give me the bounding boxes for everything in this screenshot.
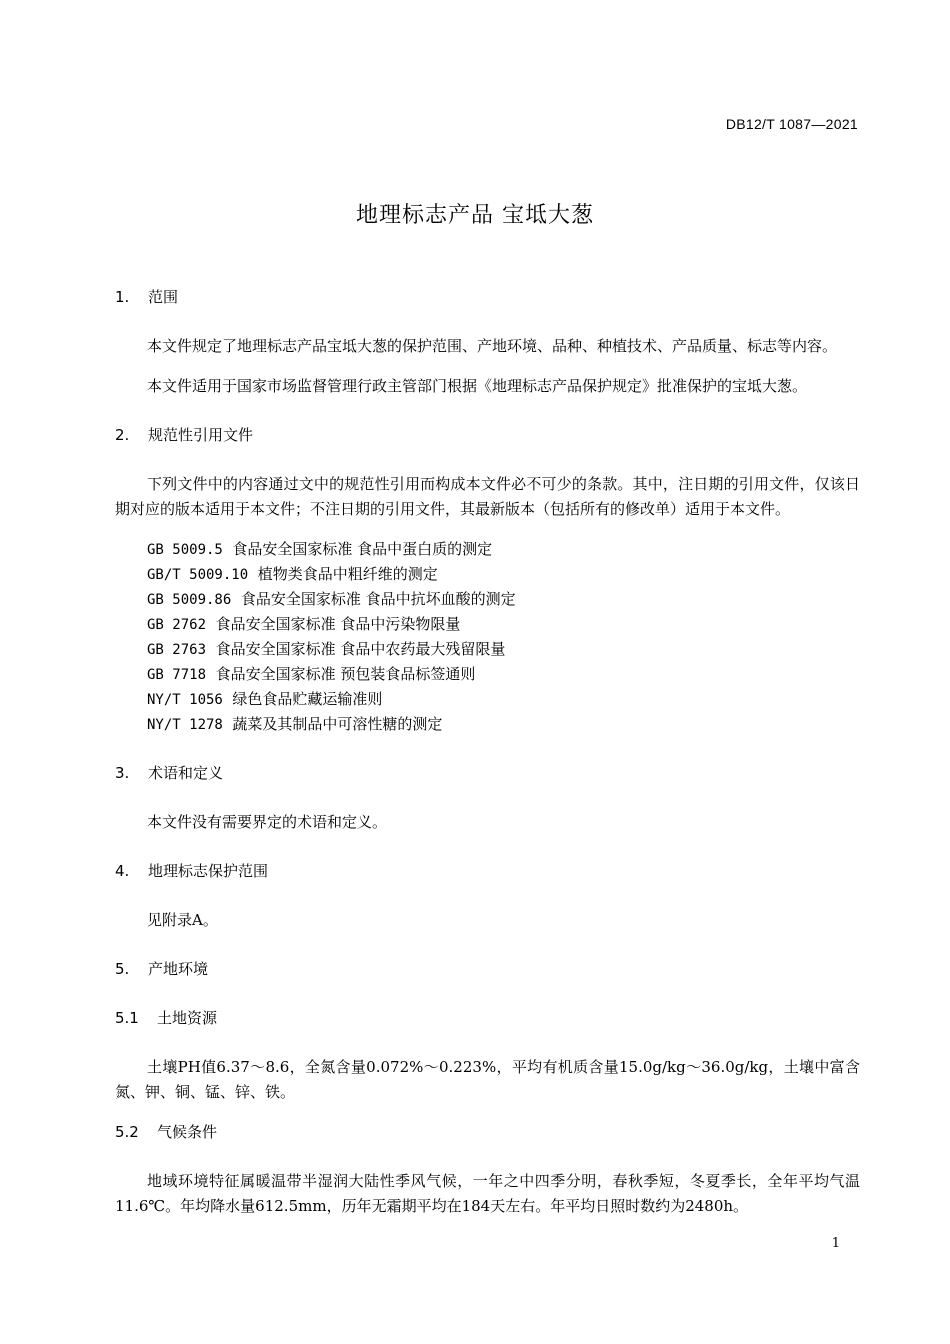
reference-item [115, 537, 860, 562]
section-1-heading [115, 285, 860, 310]
reference-title: 食品安全国家标准 食品中抗坏血酸的测定 [240, 590, 516, 608]
reference-title: 食品安全国家标准 食品中蛋白质的测定 [232, 540, 493, 558]
section-3-heading [115, 761, 860, 786]
reference-code: GB/T 5009.10 [147, 567, 249, 583]
reference-code: GB 5009.86 [147, 592, 232, 608]
document-title: 地理标志产品 宝坻大葱 [356, 203, 594, 228]
document-code: DB12/T 1087—2021 [725, 116, 858, 132]
reference-title: 绿色食品贮藏运输准则 [232, 690, 383, 708]
section-title: 产地环境 [148, 960, 209, 978]
reference-item [115, 662, 860, 687]
reference-code: GB 7718 [147, 667, 207, 683]
section-number: 5. [115, 960, 130, 978]
section-4-heading [115, 859, 860, 884]
section-number: 2. [115, 426, 130, 444]
reference-title: 食品安全国家标准 食品中农药最大残留限量 [215, 640, 506, 658]
reference-item [115, 712, 860, 737]
section-2-heading [115, 423, 860, 448]
subsection-number: 5.1 [115, 1009, 139, 1027]
reference-item [115, 637, 860, 662]
reference-code: NY/T 1056 [147, 692, 223, 708]
reference-item [115, 562, 860, 587]
subsection-5-1-heading [115, 1006, 860, 1031]
section-title: 地理标志保护范围 [148, 862, 269, 880]
section-5-heading [115, 957, 860, 982]
paragraph: 本文件规定了地理标志产品宝坻大葱的保护范围、产地环境、品种、种植技术、产品质量、标志等内容。 [147, 337, 838, 355]
reference-code: GB 2763 [147, 642, 207, 658]
section-title: 范围 [148, 288, 179, 306]
subsection-5-2-heading [115, 1120, 860, 1145]
reference-title: 植物类食品中粗纤维的测定 [257, 565, 438, 583]
reference-title: 食品安全国家标准 食品中污染物限量 [215, 615, 461, 633]
reference-item [115, 612, 860, 637]
section-number: 3. [115, 764, 130, 782]
section-title: 术语和定义 [148, 764, 224, 782]
section-title: 规范性引用文件 [148, 426, 254, 444]
paragraph: 下列文件中的内容通过文中的规范性引用而构成本文件必不可少的条款。其中，注日期的引用文件，仅该日期对应的版本适用于本文件；不注日期的引用文件，其最新版本（包括所有的修改单）适用于本文件。 [115, 475, 860, 518]
reference-code: GB 5009.5 [147, 542, 223, 558]
paragraph: 地域环境特征属暖温带半湿润大陆性季风气候，一年之中四季分明，春秋季短，冬夏季长，全年平均气温11.6℃。年均降水量612.5mm，历年无霜期平均在184天左右。年平均日照时数约为2480h。 [115, 1172, 860, 1215]
subsection-title: 土地资源 [157, 1009, 218, 1027]
paragraph: 本文件适用于国家市场监督管理行政主管部门根据《地理标志产品保护规定》批准保护的宝坻大葱。 [147, 377, 808, 395]
section-number: 1. [115, 288, 130, 306]
paragraph: 见附录A。 [147, 911, 218, 929]
document-body [115, 285, 860, 1234]
paragraph: 本文件没有需要界定的术语和定义。 [147, 813, 388, 831]
reference-title: 食品安全国家标准 预包装食品标签通则 [215, 665, 476, 683]
reference-title: 蔬菜及其制品中可溶性糖的测定 [232, 715, 443, 733]
subsection-title: 气候条件 [157, 1123, 218, 1141]
page-number: 1 [831, 1236, 840, 1251]
paragraph: 土壤PH值6.37～8.6，全氮含量0.072%～0.223%，平均有机质含量15.0g/kg～36.0g/kg，土壤中富含氮、钾、铜、锰、锌、铁。 [115, 1058, 860, 1101]
reference-item [115, 587, 860, 612]
section-number: 4. [115, 862, 130, 880]
reference-code: NY/T 1278 [147, 717, 223, 733]
subsection-number: 5.2 [115, 1123, 139, 1141]
reference-code: GB 2762 [147, 617, 207, 633]
reference-item [115, 687, 860, 712]
